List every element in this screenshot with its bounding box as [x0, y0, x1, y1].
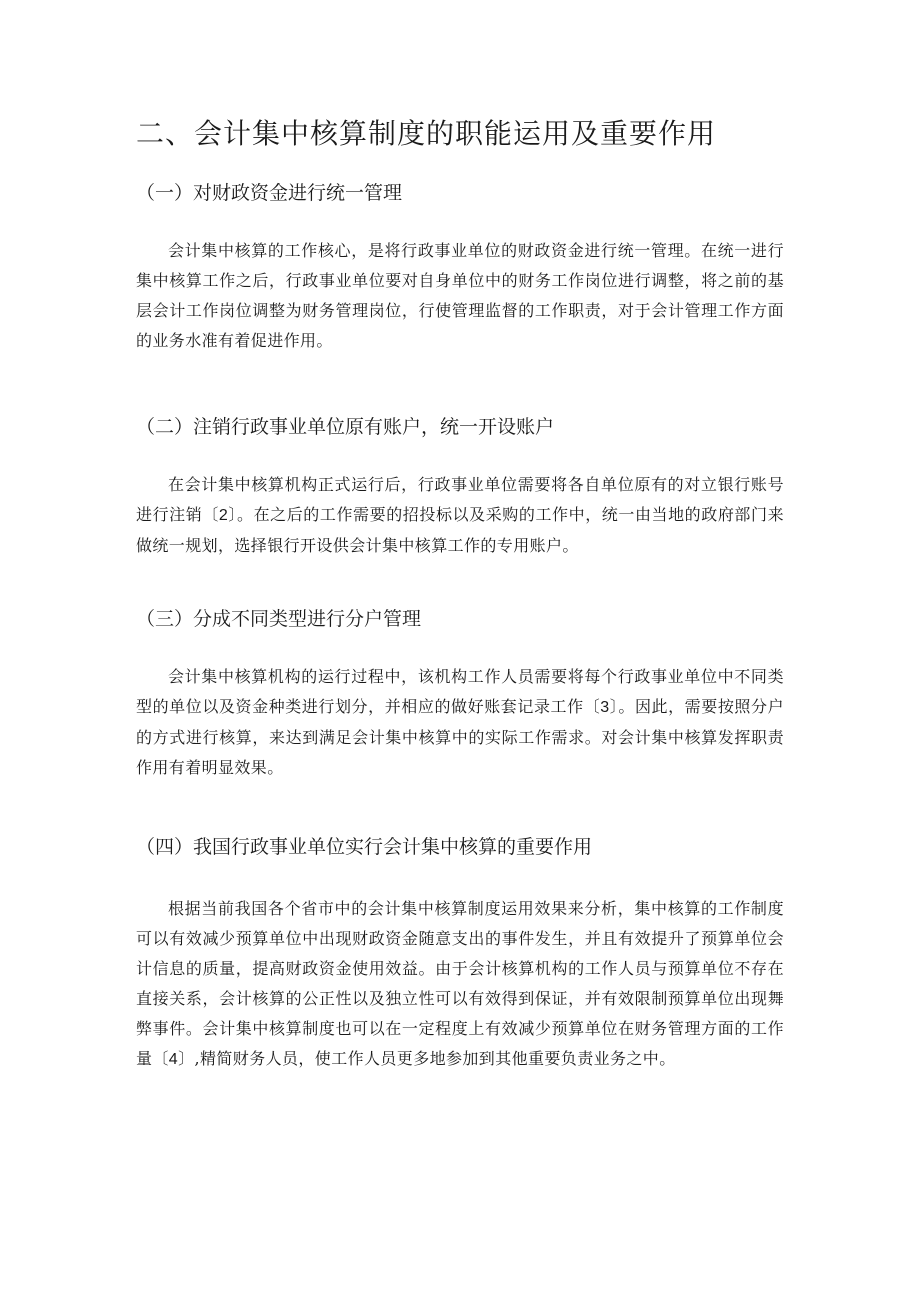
subsection-paragraph-3	[136, 662, 784, 783]
subsection-paragraph-2	[136, 470, 784, 561]
paragraph-text: ,精简财务人员，使工作人员更多地参加到其他重要负责业务之中。	[194, 1049, 676, 1068]
paragraph-text: 根据当前我国各个省市中的会计集中核算制度运用效果来分析，集中核算的工作制度可以有效减少预算单位中出现财政资金随意支出的事件发生，并且有效提升了预算单位会计信息的质量，提高财政资金使用效益。由于会计核算机构的工作人员与预算单位不存在直接关系，会计核算的公正性以及独立性可以有效得到保证，并有效限制预算单位出现舞弊事件。会计集中核算制度也可以在一定程度上有效减少预算单位在财务管理方面的工作量	[136, 899, 784, 1068]
subsection-heading-1: （一）对财政资金进行统一管理	[136, 182, 403, 204]
paragraph-text: 。因此，需要按照分户的方式进行核算，来达到满足会计集中核算中的实际工作需求。对会计集中核算发挥职责作用有着明显效果。	[136, 697, 784, 777]
subsection-paragraph-4	[136, 894, 784, 1075]
citation-reference: 〔2〕	[202, 507, 237, 524]
citation-reference: 〔4〕	[152, 1051, 195, 1068]
paragraph-text: 。在之后的工作需要的招投标以及采购的工作中，统一由当地的政府部门来做统一规划，选择银行开设供会计集中核算工作的专用账户。	[136, 505, 784, 555]
subsection-heading-4: （四）我国行政事业单位实行会计集中核算的重要作用	[136, 836, 593, 858]
subsection-heading-3: （三）分成不同类型进行分户管理	[136, 608, 422, 630]
paragraph-text: 在会计集中核算机构正式运行后，行政事业单位需要将各自单位原有的对立银行账号进行注销	[136, 475, 784, 524]
subsection-paragraph-1: 会计集中核算的工作核心，是将行政事业单位的财政资金进行统一管理。在统一进行集中核算工作之后，行政事业单位要对自身单位中的财务工作岗位进行调整，将之前的基层会计工作岗位调整为财务管理岗位，行使管理监督的工作职责，对于会计管理工作方面的业务水准有着促进作用。	[136, 241, 784, 350]
citation-reference: 〔3〕	[583, 699, 619, 716]
paragraph-text: 会计集中核算机构的运行过程中，该机构工作人员需要将每个行政事业单位中不同类型的单位以及资金种类进行划分，并相应的做好账套记录工作	[136, 667, 784, 716]
subsection-heading-2: （二）注销行政事业单位原有账户，统一开设账户	[136, 416, 555, 438]
section-title: 二、会计集中核算制度的职能运用及重要作用	[136, 117, 717, 150]
